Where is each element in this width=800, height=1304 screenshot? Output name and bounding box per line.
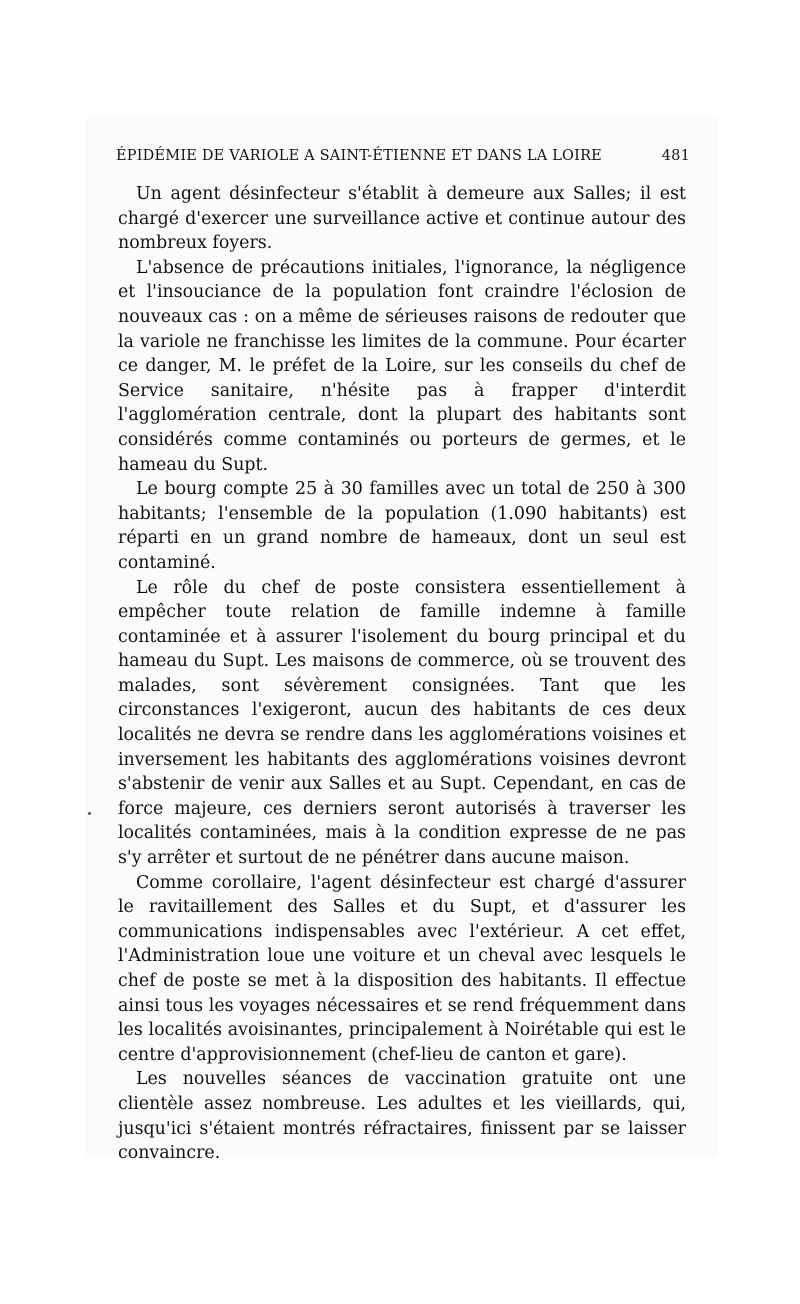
paragraph-1: Un agent désinfecteur s'établit à demeure aux Salles; il est chargé d'exercer une surveillance active et continue autour des nombreux foyers. bbox=[118, 184, 686, 254]
book-page bbox=[86, 118, 718, 1164]
paragraph-3: Le bourg compte 25 à 30 familles avec un total de 250 à 300 habitants; l'ensemble de la population (1.090 habitants) est réparti en un grand nombre de hameaux, dont un seul est contaminé. bbox=[118, 479, 686, 573]
paragraph-6: Les nouvelles séances de vaccination gratuite ont une clientèle assez nombreuse. Les adultes et les vieillards, qui, jusqu'ici s'étaient montrés réfractaires, finissent par se laisser convaincre. bbox=[118, 1069, 686, 1164]
running-header bbox=[116, 148, 690, 164]
body-text bbox=[118, 182, 686, 1166]
margin-mark bbox=[88, 812, 91, 815]
paragraph-2: L'absence de précautions initiales, l'ignorance, la négligence et l'insouciance de la population font craindre l'éclosion de nouveaux cas : on a même de sérieuses raisons de redouter que la variole ne franchisse les limites de la commune. Pour écarter ce danger, M. le préfet de la Loire, sur les conseils du chef de Service sanitaire, n'hésite pas à frapper d'interdit l'agglomération centrale, dont la plupart des habitants sont considérés comme contaminés ou porteurs de germes, et le hameau du Supt. bbox=[118, 257, 686, 475]
page-number: 481 bbox=[661, 148, 690, 164]
paragraph-5: Comme corollaire, l'agent désinfecteur est chargé d'assurer le ravitaillement des Salles et du Supt, et d'assurer les communications indispensables avec l'extérieur. A cet effet, l'Administration loue une voiture et un cheval avec lesquels le chef de poste se met à la disposition des habitants. Il effectue ainsi tous les voyages nécessaires et se rend fréquemment dans les localités avoisinantes, principalement à Noirétable qui est le centre d'approvisionnement (chef-lieu de canton et gare). bbox=[118, 872, 686, 1065]
paragraph-4: Le rôle du chef de poste consistera essentiellement à empêcher toute relation de famille indemne à famille contaminée et à assurer l'isolement du bourg principal et du hameau du Supt. Les maisons de commerce, où se trouvent des malades, sont sévèrement consignées. Tant que les circonstances l'exigeront, aucun des habitants de ces deux localités ne devra se rendre dans les agglomérations voisines et inversement les habitants des agglomérations voisines devront s'abstenir de venir aux Salles et au Supt. Cependant, en cas de force majeure, ces derniers seront autorisés à traverser les localités contaminées, mais à la condition expresse de ne pas s'y arrêter et surtout de ne pénétrer dans aucune maison. bbox=[118, 577, 686, 869]
running-title: ÉPIDÉMIE DE VARIOLE A SAINT-ÉTIENNE ET DANS LA LOIRE bbox=[116, 148, 602, 164]
